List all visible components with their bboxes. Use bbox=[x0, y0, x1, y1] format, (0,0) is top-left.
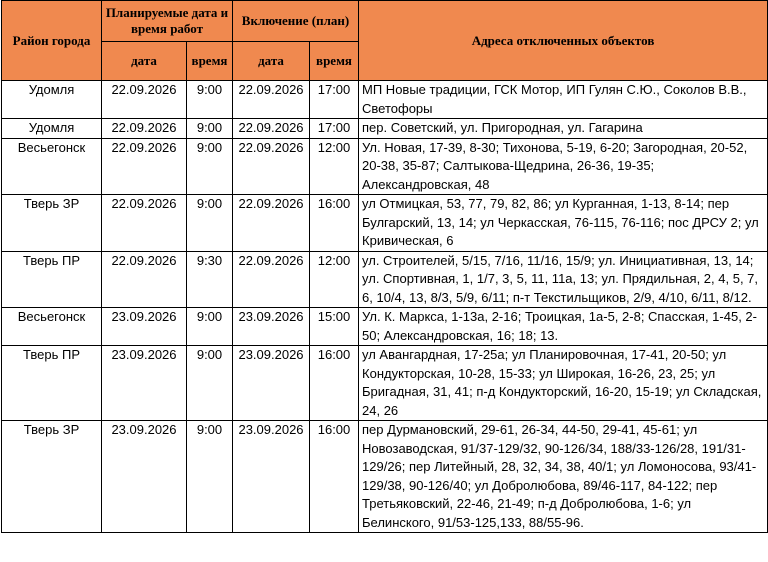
header-switch-on: Включение (план) bbox=[233, 1, 359, 42]
table-row bbox=[2, 346, 768, 421]
cell-switch-on-date: 22.09.2026 bbox=[233, 195, 310, 252]
cell-district: Тверь ПР bbox=[2, 251, 102, 308]
cell-planned-date: 22.09.2026 bbox=[102, 138, 187, 195]
cell-planned-date: 22.09.2026 bbox=[102, 251, 187, 308]
cell-district: Весьегонск bbox=[2, 138, 102, 195]
cell-switch-on-date: 22.09.2026 bbox=[233, 81, 310, 119]
header-planned-time: время bbox=[187, 42, 233, 81]
header-switch-on-time: время bbox=[310, 42, 359, 81]
cell-switch-on-date: 23.09.2026 bbox=[233, 308, 310, 346]
cell-planned-time: 9:00 bbox=[187, 346, 233, 421]
cell-district: Весьегонск bbox=[2, 308, 102, 346]
cell-switch-on-time: 12:00 bbox=[310, 138, 359, 195]
header-switch-on-date: дата bbox=[233, 42, 310, 81]
cell-district: Тверь ЗР bbox=[2, 421, 102, 533]
table-row bbox=[2, 119, 768, 139]
header-planned-date: дата bbox=[102, 42, 187, 81]
outage-schedule-table bbox=[1, 0, 768, 533]
cell-district: Тверь ПР bbox=[2, 346, 102, 421]
table-row bbox=[2, 308, 768, 346]
cell-switch-on-time: 12:00 bbox=[310, 251, 359, 308]
cell-planned-date: 22.09.2026 bbox=[102, 195, 187, 252]
cell-addresses: ул. Строителей, 5/15, 7/16, 11/16, 15/9; ул. Инициативная, 13, 14; ул. Спортивная, 1, 1/7, 3, 5, 11, 11а, 13; ул. Прядильная, 2, 4, 5, 7, 6, 10/4, 13, 8/3, 5/9, 6/11; п-т Текстильщиков, 2/9, 4/10, 6/11, 8/12. bbox=[359, 251, 768, 308]
cell-switch-on-date: 22.09.2026 bbox=[233, 119, 310, 139]
cell-switch-on-date: 22.09.2026 bbox=[233, 251, 310, 308]
header-district: Район города bbox=[2, 1, 102, 81]
cell-planned-date: 22.09.2026 bbox=[102, 119, 187, 139]
table-row bbox=[2, 81, 768, 119]
cell-switch-on-time: 17:00 bbox=[310, 119, 359, 139]
cell-planned-time: 9:00 bbox=[187, 421, 233, 533]
cell-switch-on-time: 15:00 bbox=[310, 308, 359, 346]
cell-switch-on-time: 17:00 bbox=[310, 81, 359, 119]
cell-switch-on-date: 23.09.2026 bbox=[233, 421, 310, 533]
cell-switch-on-time: 16:00 bbox=[310, 195, 359, 252]
cell-switch-on-date: 22.09.2026 bbox=[233, 138, 310, 195]
cell-planned-time: 9:00 bbox=[187, 81, 233, 119]
cell-planned-time: 9:00 bbox=[187, 119, 233, 139]
header-planned-works: Планируемые дата и время работ bbox=[102, 1, 233, 42]
cell-district: Тверь ЗР bbox=[2, 195, 102, 252]
cell-switch-on-time: 16:00 bbox=[310, 421, 359, 533]
cell-addresses: Ул. Новая, 17-39, 8-30; Тихонова, 5-19, 6-20; Загородная, 20-52, 20-38, 35-87; Салтыкова-Щедрина, 26-36, 19-35; Александровская, 48 bbox=[359, 138, 768, 195]
cell-district: Удомля bbox=[2, 119, 102, 139]
cell-planned-date: 23.09.2026 bbox=[102, 421, 187, 533]
cell-planned-time: 9:00 bbox=[187, 195, 233, 252]
cell-planned-time: 9:00 bbox=[187, 138, 233, 195]
cell-switch-on-time: 16:00 bbox=[310, 346, 359, 421]
table-row bbox=[2, 195, 768, 252]
cell-addresses: Ул. К. Маркса, 1-13а, 2-16; Троицкая, 1а-5, 2-8; Спасская, 1-45, 2-50; Александровская, 16; 18; 13. bbox=[359, 308, 768, 346]
cell-addresses: пер Дурмановский, 29-61, 26-34, 44-50, 29-41, 45-61; ул Новозаводская, 91/37-129/32, 90-126/34, 188/33-126/28, 191/31-129/26; пер Литейный, 28, 32, 34, 38, 40/1; ул Ломоносова, 93/41-129/38, 90-126/40; ул Добролюбова, 89/46-117, 84-122; пер Третьяковский, 22-46, 21-49; п-д Добролюбова, 1-6; ул Белинского, 91/53-125,133, 88/55-96. bbox=[359, 421, 768, 533]
table-row bbox=[2, 251, 768, 308]
cell-addresses: пер. Советский, ул. Пригородная, ул. Гагарина bbox=[359, 119, 768, 139]
cell-district: Удомля bbox=[2, 81, 102, 119]
cell-addresses: ул Отмицкая, 53, 77, 79, 82, 86; ул Курганная, 1-13, 8-14; пер Булгарский, 13, 14; ул Черкасская, 76-115, 76-116; пос ДРСУ 2; ул Кривическая, 6 bbox=[359, 195, 768, 252]
cell-planned-time: 9:00 bbox=[187, 308, 233, 346]
cell-planned-date: 23.09.2026 bbox=[102, 346, 187, 421]
table-row bbox=[2, 138, 768, 195]
header-addresses: Адреса отключенных объектов bbox=[359, 1, 768, 81]
cell-planned-date: 22.09.2026 bbox=[102, 81, 187, 119]
cell-planned-date: 23.09.2026 bbox=[102, 308, 187, 346]
cell-addresses: МП Новые традиции, ГСК Мотор, ИП Гулян С.Ю., Соколов В.В., Светофоры bbox=[359, 81, 768, 119]
cell-addresses: ул Авангардная, 17-25а; ул Планировочная, 17-41, 20-50; ул Кондукторская, 10-28, 15-33; ул Широкая, 16-26, 23, 25; ул Бригадная, 31, 41; п-д Кондукторский, 16-20, 15-19; ул Складская, 24, 26 bbox=[359, 346, 768, 421]
cell-planned-time: 9:30 bbox=[187, 251, 233, 308]
table-row bbox=[2, 421, 768, 533]
cell-switch-on-date: 23.09.2026 bbox=[233, 346, 310, 421]
table-body bbox=[2, 81, 768, 533]
table-header bbox=[2, 1, 768, 81]
